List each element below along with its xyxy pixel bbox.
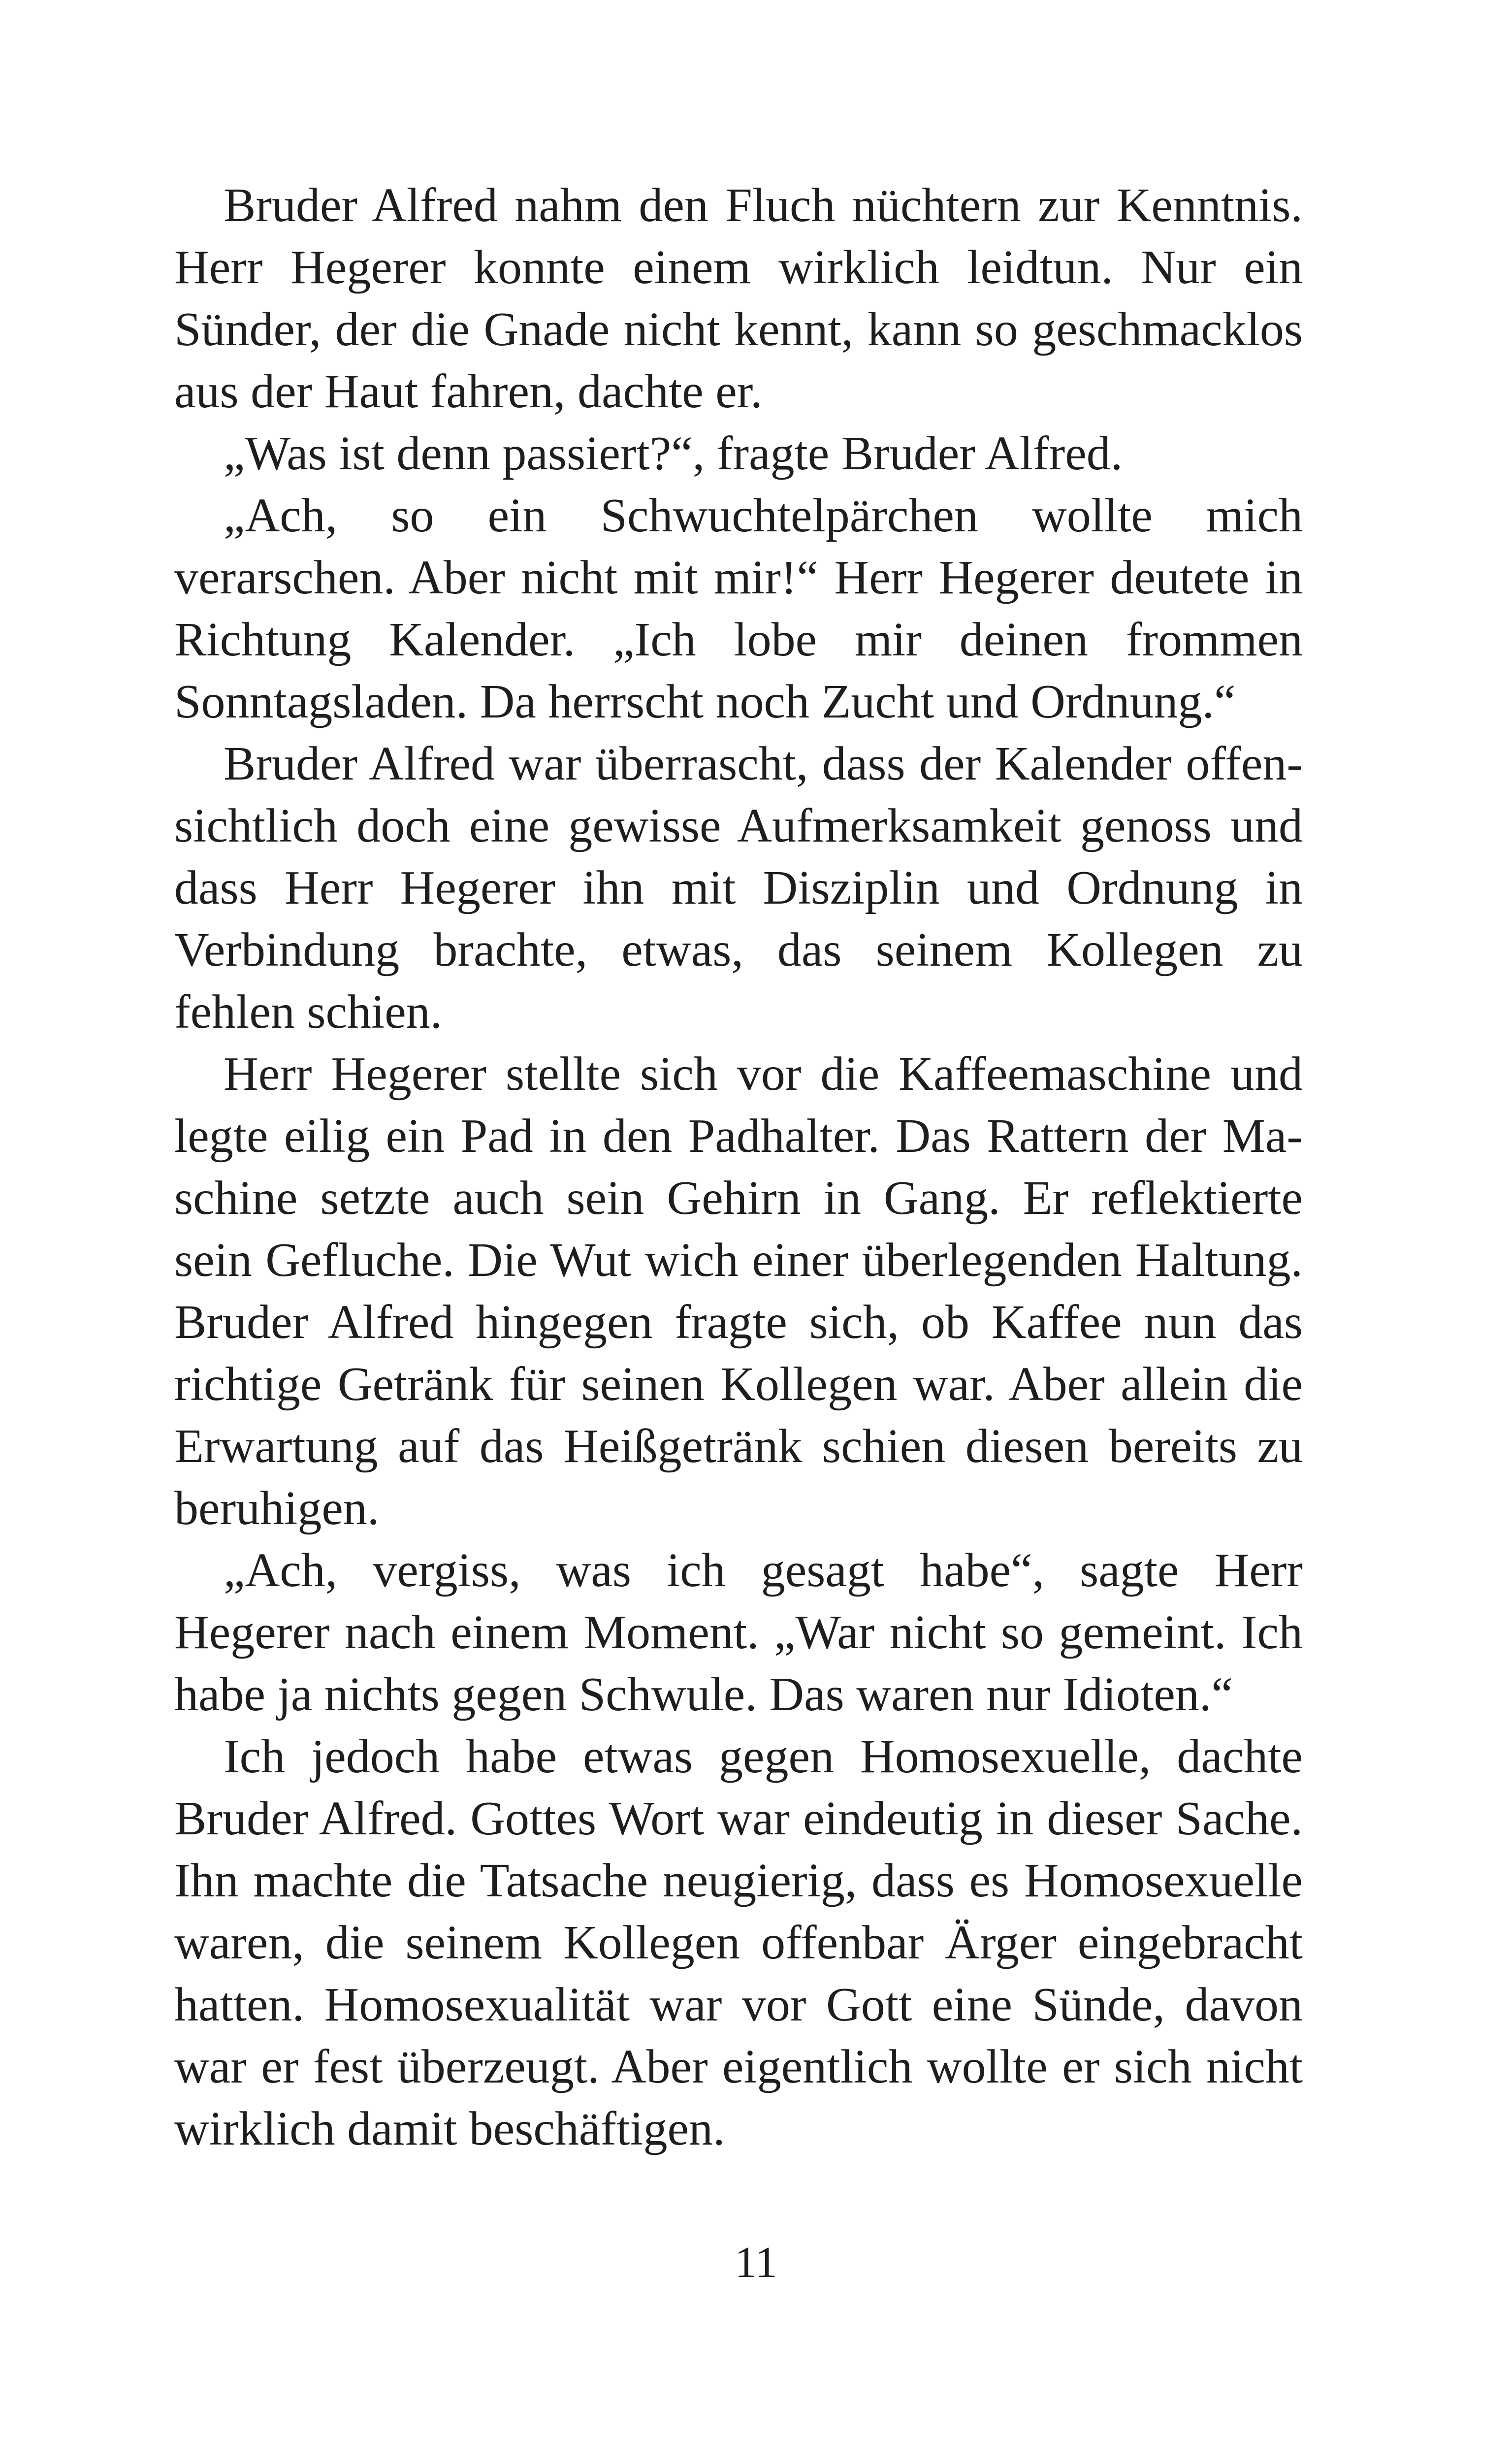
paragraph: Ich jedoch habe etwas gegen Homosexuelle, dachte Bruder Alfred. Gottes Wort war eindeutig in dieser Sache. Ihn machte die Tatsache neugierig, dass es Homosexuelle waren, die seinem Kollegen offenbar Ärger eingebracht hatten. Homosexualität war vor Gott eine Sünde, davon war er fest überzeugt. Aber eigentlich wollte er sich nicht wirklich damit beschäftigen. [174, 1730, 1303, 2155]
paragraph: „Ach, so ein Schwuchtelpärchen wollte mich verarschen. Aber nicht mit mir!“ Herr Hegerer deutete in Richtung Kalender. „Ich lobe mir deinen frommen Sonntagsladen. Da herrscht noch Zucht und Ordnung.“ [174, 489, 1303, 728]
paragraph: „Was ist denn passiert?“, fragte Bruder Alfred. [224, 427, 1123, 480]
paragraph: Bruder Alfred nahm den Fluch nüchtern zur Kenntnis. Herr Hegerer konnte einem wirklich leidtun. Nur ein Sünder, der die Gnade nicht kennt, kann so geschmacklos aus der Haut fahren, dachte er. [174, 179, 1303, 418]
page-number: 11 [735, 2238, 777, 2287]
paragraph: „Ach, vergiss, was ich gesagt habe“, sagte Herr Hegerer nach einem Moment. „War nicht so gemeint. Ich habe ja nichts gegen Schwule. Das waren nur Idioten.“ [174, 1544, 1303, 1721]
paragraph: Herr Hegerer stellte sich vor die Kaffeemaschine und legte eilig ein Pad in den Padhalter. Das Rattern der Maschine setzte auch sein Gehirn in Gang. Er reflektierte sein Gefluche. Die Wut wich einer überlegenden Haltung. Bruder Alfred hingegen fragte sich, ob Kaffee nun das richtige Getränk für seinen Kollegen war. Aber allein die Erwartung auf das Heißgetränk schien diesen bereits zu beruhigen. [174, 1047, 1303, 1535]
paragraph: Bruder Alfred war überrascht, dass der Kalender offensichtlich doch eine gewisse Aufmerksamkeit genoss und dass Herr Hegerer ihn mit Disziplin und Ordnung in Verbindung brachte, etwas, das seinem Kollegen zu fehlen schien. [174, 737, 1303, 1039]
body-text [174, 174, 1303, 2160]
